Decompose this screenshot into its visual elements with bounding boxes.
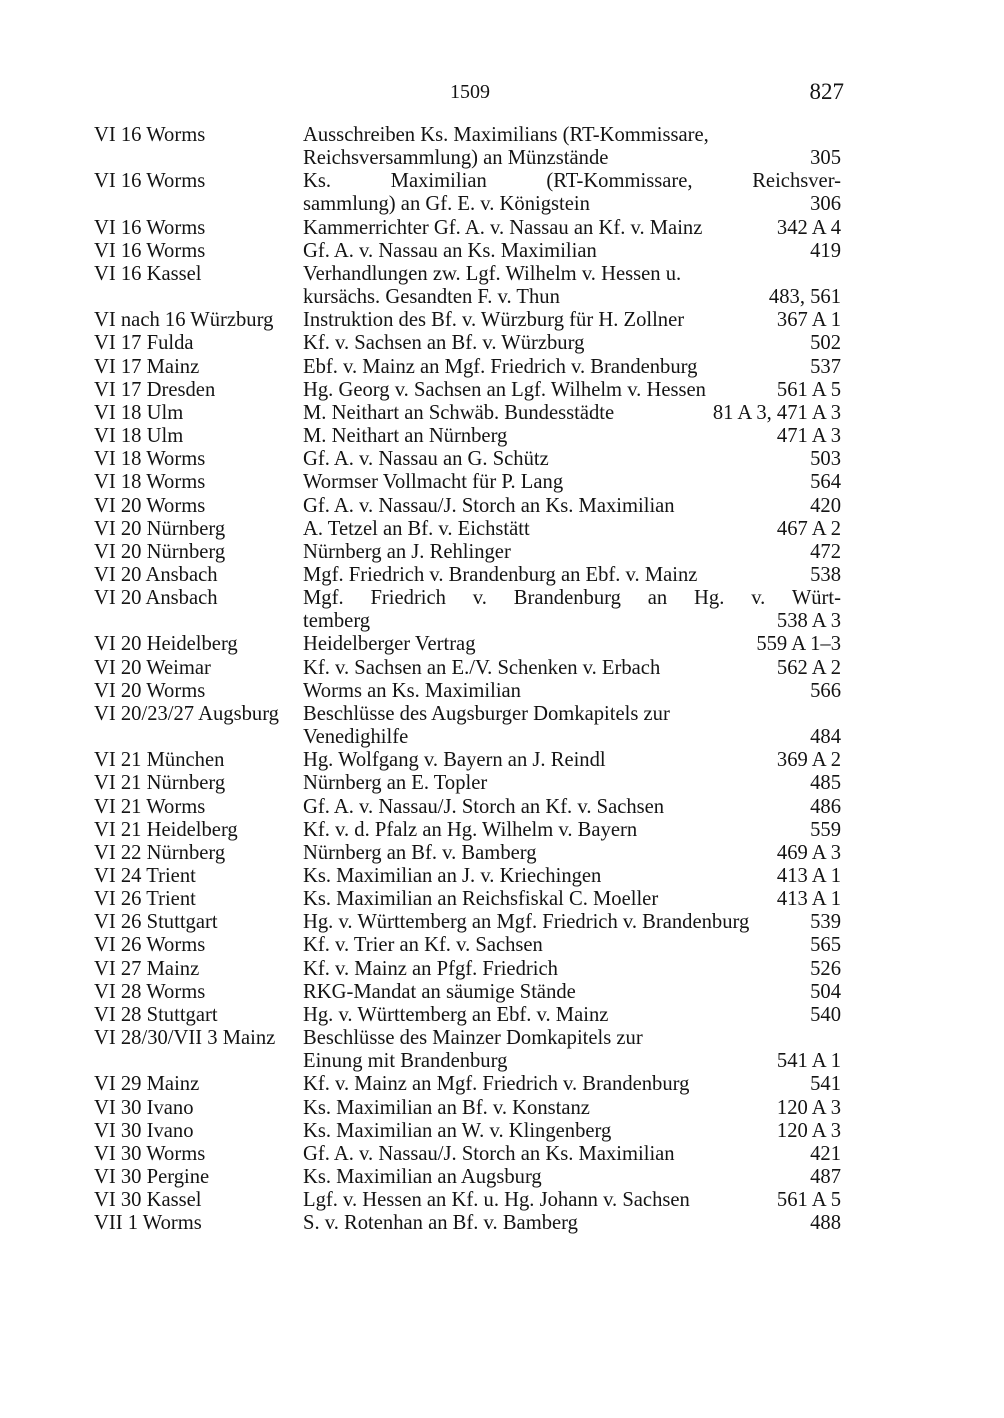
entry-date: VI 20 Worms (94, 679, 206, 702)
entry-text: Mgf. Friedrich v. Brandenburg an Ebf. v. Mainz (303, 563, 698, 586)
entry-page-reference: 471 A 3 (776, 425, 841, 448)
entry-description (303, 379, 841, 402)
entry-date: VI 28 Worms (94, 980, 206, 1003)
entry-page-reference: 120 A 3 (776, 1096, 841, 1119)
entry-text: Beschlüsse des Augsburger Domkapitels zur (303, 702, 670, 725)
index-entry (94, 263, 841, 309)
entry-line (303, 1097, 841, 1120)
entry-page-reference: 413 A 1 (776, 865, 841, 887)
entry-text: S. v. Rotenhan an Bf. v. Bamberg (303, 1212, 578, 1235)
entry-text: Einung mit Brandenburg (303, 1050, 508, 1073)
index-entry (94, 1097, 841, 1120)
entry-text: Verhandlungen zw. Lgf. Wilhelm v. Hessen u. (303, 262, 682, 285)
entry-description (303, 865, 841, 888)
entry-text: M. Neithart an Nürnberg (303, 425, 508, 448)
entry-page-reference: 538 (810, 563, 841, 586)
entry-date: VI 21 Worms (94, 795, 206, 818)
entry-description (303, 911, 841, 934)
entry-line (303, 819, 841, 842)
entry-line (303, 934, 841, 957)
entry-text: Kf. v. Trier an Kf. v. Sachsen (303, 934, 543, 957)
entry-description (303, 1120, 841, 1143)
index-entry (94, 1004, 841, 1027)
index-entry (94, 518, 841, 541)
entry-line (303, 610, 841, 633)
entry-text: M. Neithart an Schwäb. Bundesstädte (303, 401, 615, 424)
entry-description (303, 309, 841, 332)
entry-line (303, 888, 841, 911)
index-entry (94, 1143, 841, 1166)
entry-text: Nürnberg an Bf. v. Bamberg (303, 841, 537, 864)
entry-text: Gf. A. v. Nassau/J. Storch an Ks. Maximilian (303, 1142, 675, 1165)
entry-date: VI 20 Worms (94, 494, 206, 517)
entry-page-reference: 120 A 3 (776, 1119, 841, 1142)
index-entry (94, 564, 841, 587)
index-entry (94, 217, 841, 240)
entry-text: Ks. Maximilian an W. v. Klingenberg (303, 1119, 612, 1142)
entry-text: RKG-Mandat an säumige Stände (303, 980, 576, 1003)
entry-text: Gf. A. v. Nassau/J. Storch an Kf. v. Sachsen (303, 795, 665, 818)
entry-text: Lgf. v. Hessen an Kf. u. Hg. Johann v. Sachsen (303, 1189, 690, 1212)
index-entry (94, 379, 841, 402)
entry-page-reference: 484 (810, 726, 841, 749)
entry-description (303, 772, 841, 795)
entry-description (303, 425, 841, 448)
entry-line (303, 448, 841, 471)
entry-description (303, 240, 841, 263)
entry-line (303, 263, 841, 286)
index-entry (94, 819, 841, 842)
entry-date: VI 20 Ansbach (94, 563, 218, 586)
entry-date: VI 16 Worms (94, 170, 206, 193)
entry-description (303, 680, 841, 703)
entry-description (303, 263, 841, 309)
entry-text: Nürnberg an E. Topler (303, 772, 488, 795)
index-entry (94, 981, 841, 1004)
index-entry (94, 495, 841, 518)
entry-date: VI 20 Nürnberg (94, 540, 226, 563)
entry-date: VI 16 Worms (94, 216, 206, 239)
entry-text: Kf. v. Mainz an Pfgf. Friedrich (303, 957, 558, 980)
entry-line (303, 124, 841, 147)
entry-page-reference: 541 A 1 (776, 1050, 841, 1073)
index-entry (94, 842, 841, 865)
entry-page-reference: 421 (810, 1142, 841, 1165)
entry-date: VI 28 Stuttgart (94, 1003, 218, 1026)
entry-page-reference: 503 (810, 448, 841, 471)
entry-text: Hg. v. Württemberg an Ebf. v. Mainz (303, 1003, 609, 1026)
entry-text: Hg. v. Württemberg an Mgf. Friedrich v. Brandenburg (303, 911, 750, 934)
entry-line (303, 1120, 841, 1143)
entry-description (303, 888, 841, 911)
index-entry (94, 1073, 841, 1096)
entry-page-reference: 369 A 2 (776, 749, 841, 772)
entry-date: VI 18 Ulm (94, 401, 184, 424)
entry-line (303, 1027, 841, 1050)
entry-description (303, 564, 841, 587)
entry-date: VI 17 Mainz (94, 355, 200, 378)
entry-line (303, 1143, 841, 1166)
entry-line (303, 1073, 841, 1096)
entry-line (303, 286, 841, 309)
entry-text: Hg. Wolfgang v. Bayern an J. Reindl (303, 749, 606, 772)
entry-text: Ks. Maximilian an J. v. Kriechingen (303, 865, 602, 887)
entry-page-reference: 488 (810, 1212, 841, 1235)
entry-line (303, 680, 841, 703)
entry-date: VI 24 Trient (94, 865, 196, 887)
entry-line (303, 495, 841, 518)
entry-line (303, 402, 841, 425)
entry-text: Ebf. v. Mainz an Mgf. Friedrich v. Brandenburg (303, 355, 698, 378)
entry-text: Ks. Maximilian (RT-Kommissare, Reichsver- (303, 170, 841, 193)
index-entry (94, 958, 841, 981)
index-entry (94, 1027, 841, 1073)
entry-description (303, 958, 841, 981)
entry-date: VI 17 Dresden (94, 378, 216, 401)
index-entry (94, 911, 841, 934)
entry-date: VII 1 Worms (94, 1212, 202, 1235)
entry-text: sammlung) an Gf. E. v. Königstein (303, 193, 590, 216)
entry-description (303, 448, 841, 471)
entry-description (303, 124, 841, 170)
entry-description (303, 402, 841, 425)
entry-line (303, 564, 841, 587)
entry-date: VI 21 Nürnberg (94, 772, 226, 795)
entry-page-reference: 541 (810, 1073, 841, 1096)
index-entry (94, 865, 841, 888)
entry-line (303, 379, 841, 402)
entry-date: VI 20/23/27 Augsburg (94, 702, 279, 725)
entry-line (303, 332, 841, 355)
index-entry (94, 471, 841, 494)
entry-line (303, 356, 841, 379)
entry-date: VI 30 Kassel (94, 1189, 202, 1212)
entry-line (303, 309, 841, 332)
entry-line (303, 217, 841, 240)
index-entry (94, 888, 841, 911)
index-entry (94, 587, 841, 633)
index-entry (94, 425, 841, 448)
entry-description (303, 633, 841, 656)
entry-page-reference: 485 (810, 772, 841, 795)
entry-page-reference: 540 (810, 1003, 841, 1026)
entry-date: VI 18 Ulm (94, 425, 184, 448)
index-entry (94, 934, 841, 957)
entry-text: Ausschreiben Ks. Maximilians (RT-Kommissare, (303, 124, 709, 146)
entry-description (303, 657, 841, 680)
entry-date: VI 22 Nürnberg (94, 841, 226, 864)
entry-page-reference: 565 (810, 934, 841, 957)
entry-line (303, 911, 841, 934)
entry-page-reference: 420 (810, 494, 841, 517)
index-entry (94, 541, 841, 564)
entry-description (303, 495, 841, 518)
entry-line (303, 981, 841, 1004)
entry-line (303, 842, 841, 865)
entry-line (303, 1189, 841, 1212)
entry-description (303, 332, 841, 355)
entry-line (303, 865, 841, 888)
entry-text: Reichsversammlung) an Münzstände (303, 147, 609, 170)
entry-line (303, 703, 841, 726)
index-entry (94, 633, 841, 656)
entry-page-reference: 487 (810, 1166, 841, 1189)
entry-page-reference: 559 A 1–3 (756, 633, 841, 656)
entry-text: Ks. Maximilian an Reichsfiskal C. Moeller (303, 888, 659, 911)
entry-page-reference: 306 (810, 193, 841, 216)
entry-text: Wormser Vollmacht für P. Lang (303, 471, 564, 494)
entry-description (303, 749, 841, 772)
entry-text: Kf. v. Mainz an Mgf. Friedrich v. Brandenburg (303, 1073, 690, 1096)
entry-text: Nürnberg an J. Rehlinger (303, 540, 511, 563)
entry-description (303, 934, 841, 957)
entry-text: A. Tetzel an Bf. v. Eichstätt (303, 517, 530, 540)
entry-page-reference: 467 A 2 (776, 517, 841, 540)
entry-description (303, 587, 841, 633)
entry-date: VI 26 Trient (94, 888, 196, 911)
index-entry (94, 1120, 841, 1143)
entry-page-reference: 483, 561 (768, 286, 841, 309)
entry-line (303, 170, 841, 193)
index-entry (94, 240, 841, 263)
entry-description (303, 842, 841, 865)
entry-text: Gf. A. v. Nassau an G. Schütz (303, 448, 549, 471)
entry-line (303, 1212, 841, 1235)
entry-text: Worms an Ks. Maximilian (303, 679, 521, 702)
entry-description (303, 819, 841, 842)
entry-description (303, 471, 841, 494)
entry-text: Kf. v. Sachsen an Bf. v. Würzburg (303, 332, 585, 355)
entry-text: Mgf. Friedrich v. Brandenburg an Hg. v. Würt- (303, 587, 841, 610)
index-entry (94, 749, 841, 772)
index-entry (94, 796, 841, 819)
entry-text: Heidelberger Vertrag (303, 633, 476, 656)
entry-description (303, 1027, 841, 1073)
index-entry (94, 1212, 841, 1235)
index-entry (94, 448, 841, 471)
index-entry (94, 402, 841, 425)
entry-text: Kf. v. d. Pfalz an Hg. Wilhelm v. Bayern (303, 818, 638, 841)
index-entry (94, 772, 841, 795)
entry-line (303, 749, 841, 772)
entry-date: VI 28/30/VII 3 Mainz (94, 1027, 276, 1050)
entry-date: VI 20 Nürnberg (94, 517, 226, 540)
entry-text: temberg (303, 610, 371, 633)
entry-date: VI 16 Worms (94, 239, 206, 262)
entry-line (303, 633, 841, 656)
entry-page-reference: 561 A 5 (776, 378, 841, 401)
entry-text: Ks. Maximilian an Bf. v. Konstanz (303, 1096, 590, 1119)
index-entry (94, 332, 841, 355)
index-entry (94, 170, 841, 216)
entry-page-reference: 526 (810, 957, 841, 980)
index-entry (94, 1166, 841, 1189)
page-header-year: 1509 (450, 81, 490, 103)
entry-line (303, 471, 841, 494)
entry-description (303, 1143, 841, 1166)
entry-description (303, 541, 841, 564)
entry-line (303, 518, 841, 541)
chronological-index (94, 124, 841, 1236)
entry-page-reference: 469 A 3 (776, 841, 841, 864)
entry-line (303, 796, 841, 819)
entry-date: VI 16 Worms (94, 124, 206, 146)
entry-page-reference: 504 (810, 980, 841, 1003)
entry-page-reference: 502 (810, 332, 841, 355)
entry-page-reference: 367 A 1 (776, 309, 841, 332)
entry-text: Kf. v. Sachsen an E./V. Schenken v. Erbach (303, 656, 661, 679)
entry-page-reference: 413 A 1 (776, 888, 841, 911)
entry-description (303, 796, 841, 819)
entry-description (303, 518, 841, 541)
index-entry (94, 703, 841, 749)
entry-page-reference: 539 (810, 911, 841, 934)
index-entry (94, 309, 841, 332)
index-entry (94, 680, 841, 703)
entry-text: Kammerrichter Gf. A. v. Nassau an Kf. v. Mainz (303, 216, 703, 239)
entry-page-reference: 537 (810, 355, 841, 378)
entry-description (303, 981, 841, 1004)
entry-line (303, 541, 841, 564)
entry-page-reference: 562 A 2 (776, 656, 841, 679)
entry-line (303, 240, 841, 263)
entry-description (303, 1212, 841, 1235)
entry-date: VI 21 München (94, 749, 225, 772)
entry-date: VI 21 Heidelberg (94, 818, 238, 841)
page-number: 827 (809, 79, 844, 104)
entry-description (303, 217, 841, 240)
entry-description (303, 1004, 841, 1027)
entry-date: VI 18 Worms (94, 448, 206, 471)
entry-description (303, 1189, 841, 1212)
entry-page-reference: 566 (810, 679, 841, 702)
entry-date: VI 20 Ansbach (94, 587, 218, 610)
entry-text: Instruktion des Bf. v. Würzburg für H. Zollner (303, 309, 685, 332)
entry-line (303, 1050, 841, 1073)
entry-line (303, 657, 841, 680)
entry-text: Gf. A. v. Nassau an Ks. Maximilian (303, 239, 597, 262)
entry-description (303, 1166, 841, 1189)
entry-date: VI 26 Stuttgart (94, 911, 218, 934)
index-entry (94, 1189, 841, 1212)
entry-line (303, 425, 841, 448)
entry-date: VI 18 Worms (94, 471, 206, 494)
entry-date: VI 26 Worms (94, 934, 206, 957)
entry-line (303, 1166, 841, 1189)
entry-description (303, 356, 841, 379)
entry-text: Venedighilfe (303, 726, 409, 749)
entry-description (303, 703, 841, 749)
entry-page-reference: 81 A 3, 471 A 3 (712, 401, 841, 424)
entry-page-reference: 564 (810, 471, 841, 494)
entry-date: VI 30 Worms (94, 1142, 206, 1165)
entry-text: kursächs. Gesandten F. v. Thun (303, 286, 560, 309)
entry-date: VI 20 Heidelberg (94, 633, 238, 656)
entry-line (303, 193, 841, 216)
entry-date: VI 16 Kassel (94, 262, 202, 285)
index-entry (94, 124, 841, 170)
entry-date: VI 17 Fulda (94, 332, 194, 355)
entry-text: Ks. Maximilian an Augsburg (303, 1166, 542, 1189)
entry-page-reference: 419 (810, 239, 841, 262)
entry-date: VI 30 Ivano (94, 1119, 194, 1142)
entry-date: VI 20 Weimar (94, 656, 211, 679)
entry-line (303, 772, 841, 795)
entry-date: VI nach 16 Würzburg (94, 309, 274, 332)
entry-date: VI 30 Ivano (94, 1096, 194, 1119)
entry-date: VI 30 Pergine (94, 1166, 210, 1189)
entry-text: Gf. A. v. Nassau/J. Storch an Ks. Maximilian (303, 494, 675, 517)
entry-description (303, 1073, 841, 1096)
entry-page-reference: 559 (810, 818, 841, 841)
entry-date: VI 27 Mainz (94, 957, 200, 980)
entry-page-reference: 305 (810, 147, 841, 170)
entry-page-reference: 561 A 5 (776, 1189, 841, 1212)
entry-page-reference: 342 A 4 (776, 216, 841, 239)
entry-page-reference: 486 (810, 795, 841, 818)
entry-page-reference: 472 (810, 540, 841, 563)
index-entry (94, 356, 841, 379)
index-entry (94, 657, 841, 680)
entry-page-reference: 538 A 3 (776, 610, 841, 633)
entry-date: VI 29 Mainz (94, 1073, 200, 1096)
entry-text: Beschlüsse des Mainzer Domkapitels zur (303, 1027, 643, 1050)
entry-line (303, 587, 841, 610)
entry-text: Hg. Georg v. Sachsen an Lgf. Wilhelm v. Hessen (303, 378, 706, 401)
entry-line (303, 958, 841, 981)
entry-description (303, 1097, 841, 1120)
entry-line (303, 147, 841, 170)
entry-description (303, 170, 841, 216)
entry-line (303, 726, 841, 749)
entry-line (303, 1004, 841, 1027)
